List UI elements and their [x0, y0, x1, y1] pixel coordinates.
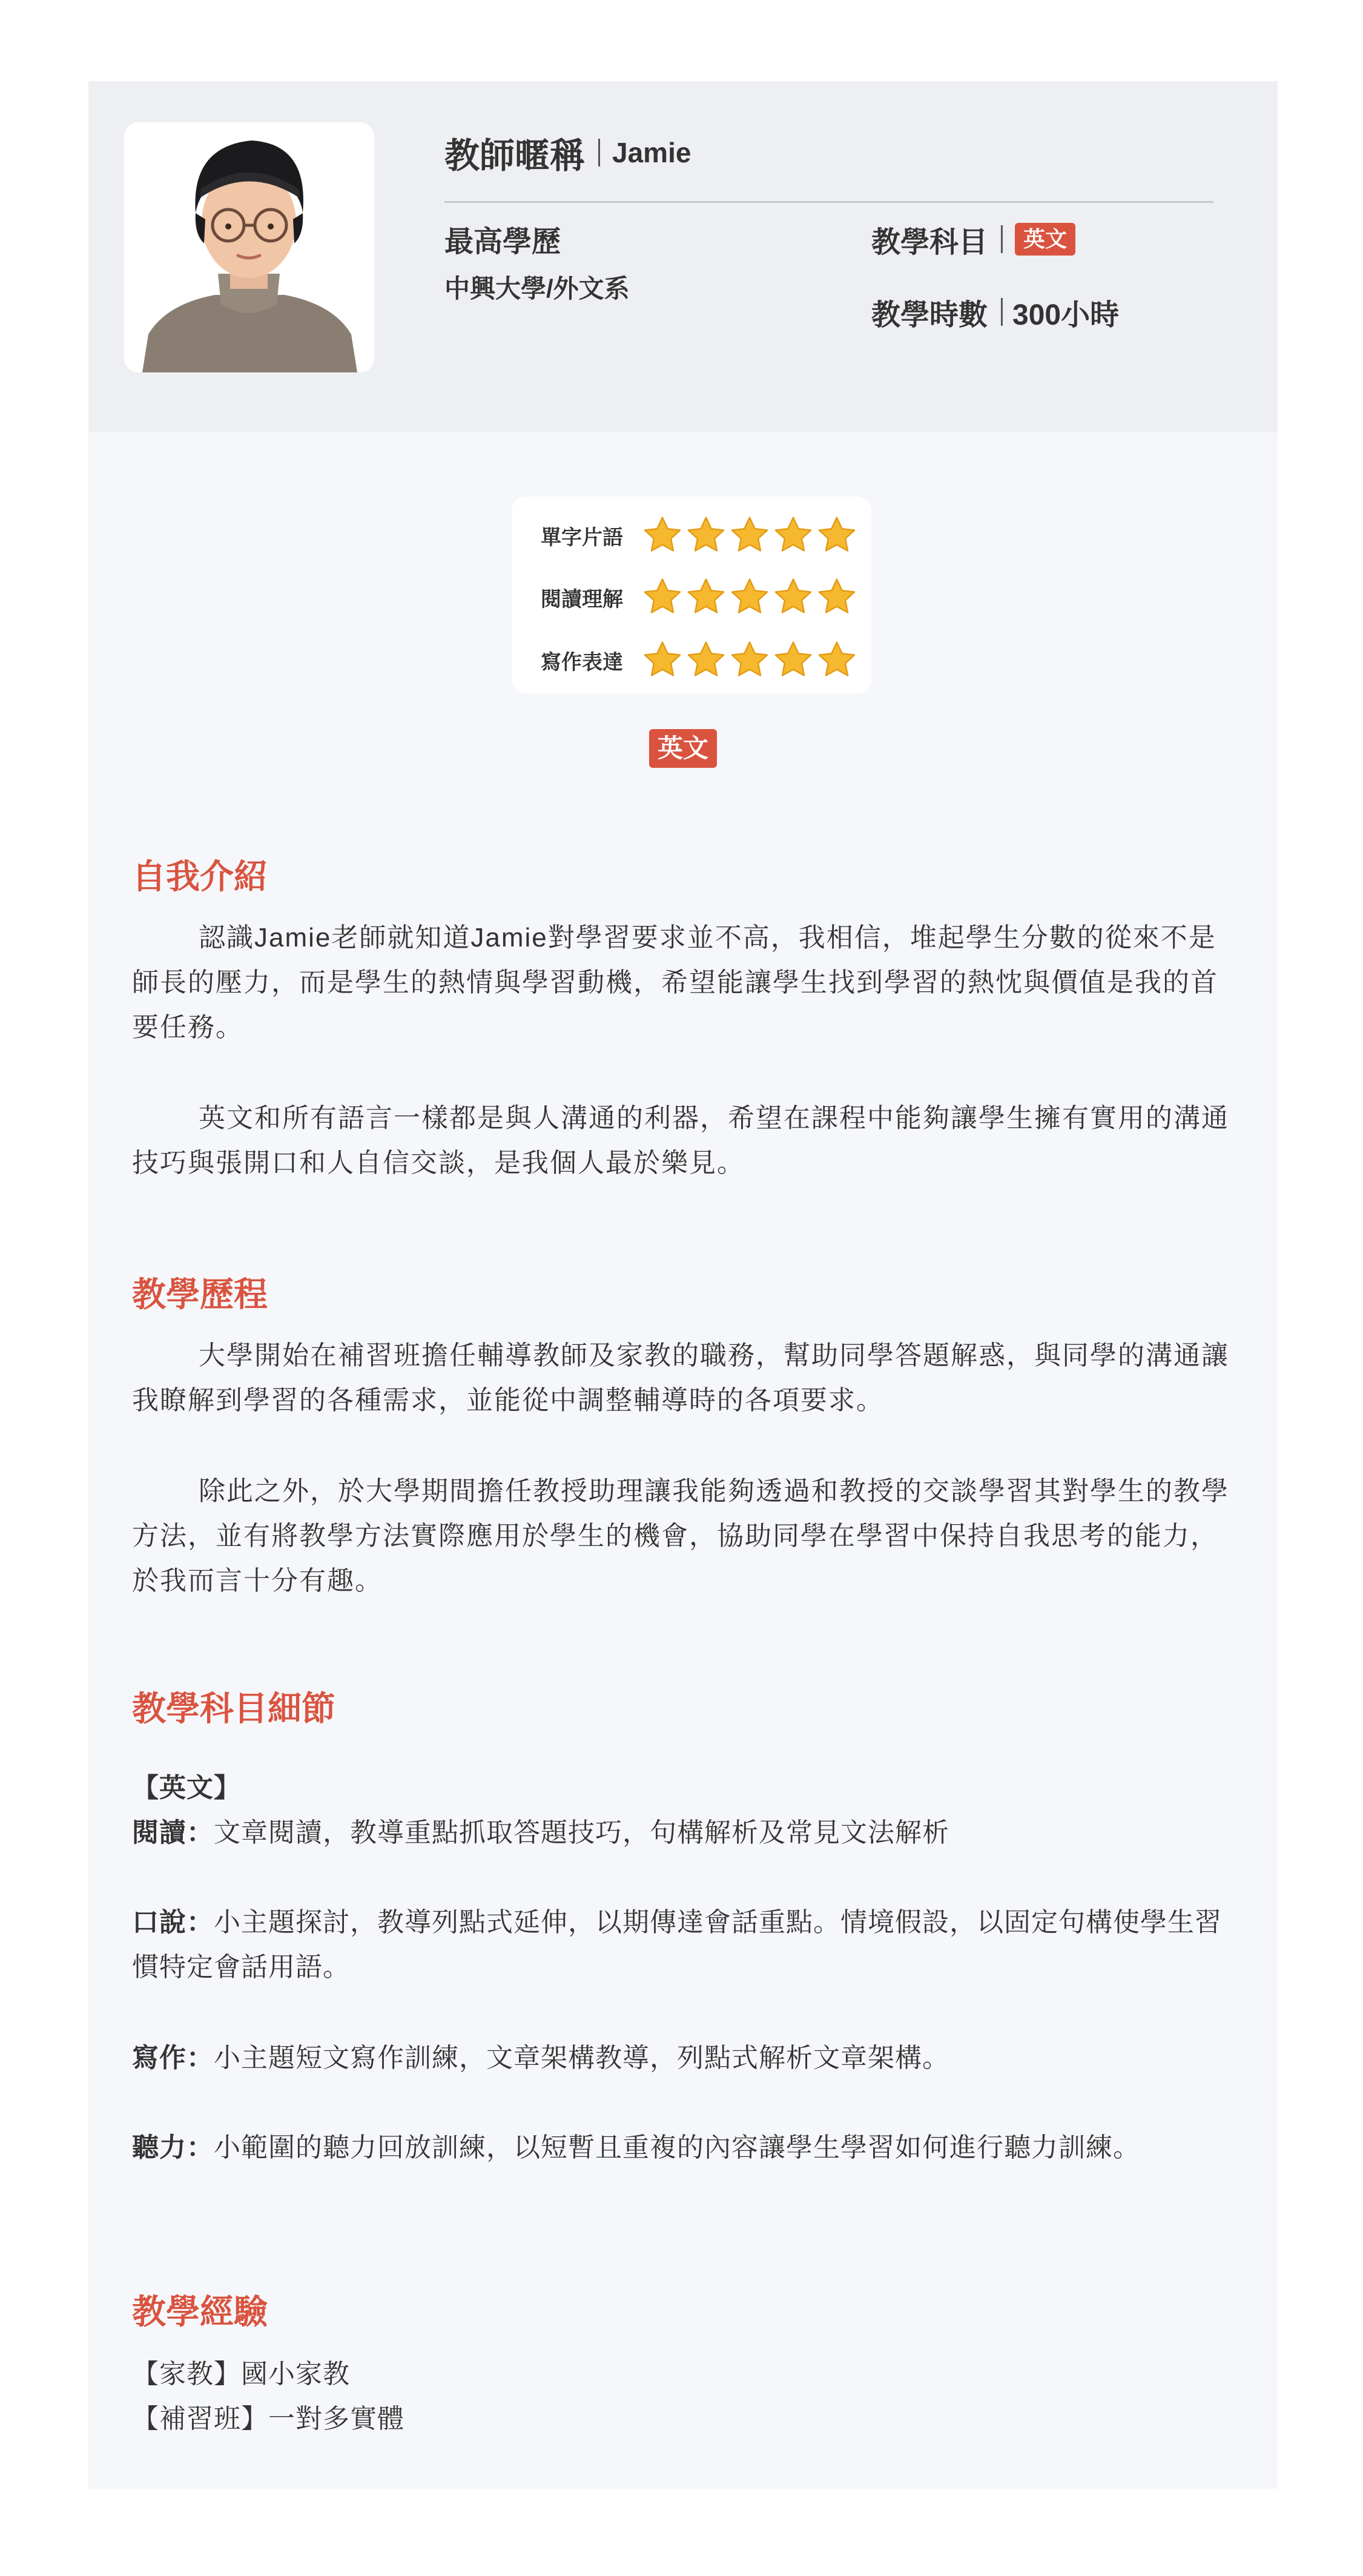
detail-text: 小範圍的聽力回放訓練，以短暫且重複的內容讓學生學習如何進行聽力訓練。 [214, 2133, 1140, 2162]
star-icon [641, 638, 684, 682]
hours-value: 300小時 [1012, 299, 1120, 331]
intro-paragraph: 認識Jamie老師就知道Jamie對學習要求並不高，我相信，堆起學生分數的從來不是師長的壓力，而是學生的熱情與學習動機，希望能讓學生找到學習的熱忱與價值是我的首要任務。 [132, 923, 1218, 1042]
teacher-avatar-illustration [124, 122, 374, 372]
star-icon [728, 638, 771, 682]
nickname-label: 教師暱稱 [444, 136, 586, 176]
star-icon [641, 514, 684, 557]
detail-item [132, 2036, 1240, 2081]
subject-tag-row [88, 729, 1278, 768]
star-icon [815, 575, 859, 619]
experience-item: 【補習班】一對多實體 [132, 2404, 404, 2434]
profile-header [88, 81, 1278, 432]
detail-label: 口說： [132, 1907, 214, 1937]
history-paragraph: 大學開始在補習班擔任輔導教師及家教的職務，幫助同學答題解惑，與同學的溝通讓我瞭解到學習的各種需求，並能從中調整輔導時的各項要求。 [132, 1341, 1229, 1415]
star-icon [771, 575, 815, 619]
subject-label: 教學科目 [871, 226, 988, 259]
rating-stars [641, 638, 859, 682]
rating-stars [641, 514, 859, 557]
rating-label: 閱讀理解 [541, 587, 623, 611]
subject-badge: 英文 [1015, 223, 1075, 256]
separator [598, 139, 600, 167]
detail-label: 聽力： [132, 2133, 214, 2162]
hours-label: 教學時數 [871, 299, 988, 331]
rating-label: 寫作表達 [541, 650, 623, 674]
experience-title: 教學經驗 [132, 2293, 268, 2331]
intro-title: 自我介紹 [132, 857, 268, 896]
detail-label: 閱讀： [132, 1818, 214, 1848]
separator [1001, 225, 1003, 253]
detail-item [132, 1811, 1240, 1855]
star-icon [815, 514, 859, 557]
rating-row [541, 511, 859, 560]
history-paragraph: 除此之外，於大學期間擔任教授助理讓我能夠透過和教授的交談學習其對學生的教學方法，並有將教學方法實際應用於學生的機會，協助同學在學習中保持自我思考的能力，於我而言十分有趣。 [132, 1476, 1229, 1596]
star-icon [684, 638, 728, 682]
details-title: 教學科目細節 [132, 1689, 335, 1728]
detail-text: 小主題探討，教導列點式延伸，以期傳達會話重點。情境假設，以固定句構使學生習慣特定會話用語。 [132, 1907, 1222, 1982]
detail-item [132, 1900, 1240, 1990]
star-icon [771, 638, 815, 682]
teacher-profile-card [88, 81, 1278, 2489]
nickname-value: Jamie [612, 137, 691, 168]
nickname-row [444, 128, 691, 177]
header-divider [444, 201, 1213, 203]
star-icon [728, 514, 771, 557]
detail-label: 寫作： [132, 2043, 214, 2073]
detail-item [132, 2125, 1240, 2170]
star-icon [684, 514, 728, 557]
star-icon [728, 575, 771, 619]
experience-item: 【家教】國小家教 [132, 2359, 350, 2389]
rating-stars [641, 575, 859, 619]
education-value: 中興大學/外文系 [444, 274, 630, 303]
hours-row [871, 291, 1119, 333]
skill-ratings [512, 497, 871, 693]
detail-text: 文章閱讀，教導重點抓取答題技巧，句構解析及常見文法解析 [214, 1818, 949, 1848]
star-icon [684, 575, 728, 619]
history-title: 教學歷程 [132, 1275, 268, 1313]
separator [1001, 298, 1003, 326]
rating-row [541, 636, 859, 684]
star-icon [815, 638, 859, 682]
rating-row [541, 573, 859, 621]
subject-row [871, 218, 1075, 260]
star-icon [641, 575, 684, 619]
detail-text: 小主題短文寫作訓練，文章架構教導，列點式解析文章架構。 [214, 2043, 949, 2073]
intro-paragraph: 英文和所有語言一樣都是與人溝通的利器，希望在課程中能夠讓學生擁有實用的溝通技巧與張開口和人自信交談，是我個人最於樂見。 [132, 1103, 1229, 1178]
education-label: 最高學歷 [444, 226, 561, 258]
subject-tag: 英文 [649, 729, 717, 768]
teacher-photo [124, 122, 374, 372]
star-icon [771, 514, 815, 557]
rating-label: 單字片語 [541, 526, 623, 549]
details-subject-heading: 【英文】 [132, 1773, 241, 1803]
